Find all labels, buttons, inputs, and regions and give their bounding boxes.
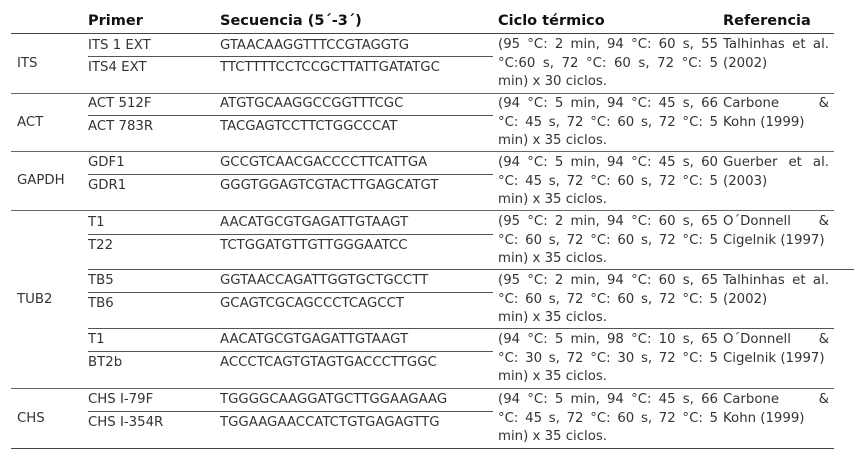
reference: Carbone & Kohn (1999) (723, 392, 829, 426)
header-reference: Referencia (723, 13, 811, 29)
thermal-cycle: (94 °C: 5 min, 94 °C: 45 s, 66 °C: 45 s, 72 °C: 60 s, 72 °C: 5 min) x 35 ciclos. (498, 392, 718, 444)
primer-sequence: ACCCTCAGTGTAGTGACCCTTGGC (220, 355, 437, 370)
reference: Carbone & Kohn (1999) (723, 96, 829, 130)
thermal-cycle: (95 °C: 2 min, 94 °C: 60 s, 55 °C:60 s, 72 °C: 60 s, 72 °C: 5 min) x 30 ciclos. (498, 37, 718, 89)
row-divider (88, 56, 493, 57)
primer-sequence: GTAACAAGGTTTCCGTAGGTG (220, 38, 410, 53)
gene-label-gapdh: GAPDH (17, 173, 65, 188)
row-divider (88, 292, 493, 293)
primer-name: GDF1 (88, 155, 125, 170)
primer-name: T1 (88, 332, 105, 347)
reference: Talhinhas et al. (2002) (723, 37, 829, 71)
primer-sequence: GCCGTCAACGACCCCTTCATTGA (220, 155, 428, 170)
thermal-cycle: (94 °C: 5 min, 98 °C: 10 s, 65 °C: 30 s, 72 °C: 30 s, 72 °C: 5 min) x 35 ciclos. (498, 332, 718, 384)
primer-name: T22 (88, 238, 114, 253)
row-divider (88, 115, 493, 116)
row-divider (88, 174, 493, 175)
row-divider (88, 351, 493, 352)
group-divider (11, 388, 834, 389)
reference: O´Donnell & Cigelnik (1997) (723, 214, 829, 248)
reference: Talhinhas et al. (2002) (723, 273, 829, 307)
primer-sequence: TCTGGATGTTGTTGGGAATCC (220, 238, 408, 253)
thermal-cycle: (95 °C: 2 min, 94 °C: 60 s, 65 °C: 60 s, 72 °C: 60 s, 72 °C: 5 min) x 35 ciclos. (498, 214, 718, 266)
group-divider (11, 151, 834, 152)
header-sequence: Secuencia (5´-3´) (220, 13, 362, 29)
row-divider (88, 411, 493, 412)
primer-name: GDR1 (88, 178, 127, 193)
primer-name: CHS I-354R (88, 415, 164, 430)
primer-sequence: ATGTGCAAGGCCGGTTTCGC (220, 96, 404, 111)
primer-sequence: TTCTTTTCCTCCGCTTATTGATATGC (220, 60, 440, 75)
header-cycle: Ciclo térmico (498, 13, 605, 29)
primer-sequence: AACATGCGTGAGATTGTAAGT (220, 332, 409, 347)
gene-label-tub2: TUB2 (17, 291, 53, 307)
primer-name: ACT 512F (88, 96, 152, 111)
gene-label-its: ITS (17, 55, 38, 71)
primer-sequence: TGGAAGAACCATCTGTGAGAGTTG (220, 415, 440, 430)
thermal-cycle: (94 °C: 5 min, 94 °C: 45 s, 60 °C: 45 s, 72 °C: 60 s, 72 °C: 5 min) x 35 ciclos. (498, 155, 718, 207)
thermal-cycle: (94 °C: 5 min, 94 °C: 45 s, 66 °C: 45 s, 72 °C: 60 s, 72 °C: 5 min) x 35 ciclos. (498, 96, 718, 148)
block-divider (88, 269, 854, 270)
primer-name: BT2b (88, 355, 123, 370)
primer-name: ITS 1 EXT (88, 38, 151, 53)
primer-sequence: TGGGGCAAGGATGCTTGGAAGAAG (220, 392, 448, 407)
primer-sequence: TACGAGTCCTTCTGGCCCAT (220, 119, 398, 134)
primer-sequence: GGGTGGAGTCGTACTTGAGCATGT (220, 178, 439, 193)
header-primer: Primer (88, 13, 143, 29)
primer-name: ACT 783R (88, 119, 154, 134)
group-divider (11, 210, 834, 211)
reference: O´Donnell & Cigelnik (1997) (723, 332, 829, 366)
primer-sequence: GGTAACCAGATTGGTGCTGCCTT (220, 273, 429, 288)
primer-name: TB5 (88, 273, 114, 288)
primer-sequence: AACATGCGTGAGATTGTAAGT (220, 215, 409, 230)
reference: Guerber et al. (2003) (723, 155, 829, 189)
primer-sequence: GCAGTCGCAGCCCTCAGCCT (220, 296, 405, 311)
gene-label-chs: CHS (17, 410, 45, 426)
gene-label-act: ACT (17, 114, 44, 130)
primer-name: TB6 (88, 296, 114, 311)
thermal-cycle: (95 °C: 2 min, 94 °C: 60 s, 65 °C: 60 s, 72 °C: 60 s, 72 °C: 5 min) x 35 ciclos. (498, 273, 718, 325)
primer-name: ITS4 EXT (88, 60, 147, 75)
header-rule (11, 33, 834, 34)
block-divider (88, 328, 834, 329)
row-divider (88, 234, 493, 235)
primer-name: T1 (88, 215, 105, 230)
table-bottom-rule (11, 448, 834, 449)
primer-name: CHS I-79F (88, 392, 154, 407)
